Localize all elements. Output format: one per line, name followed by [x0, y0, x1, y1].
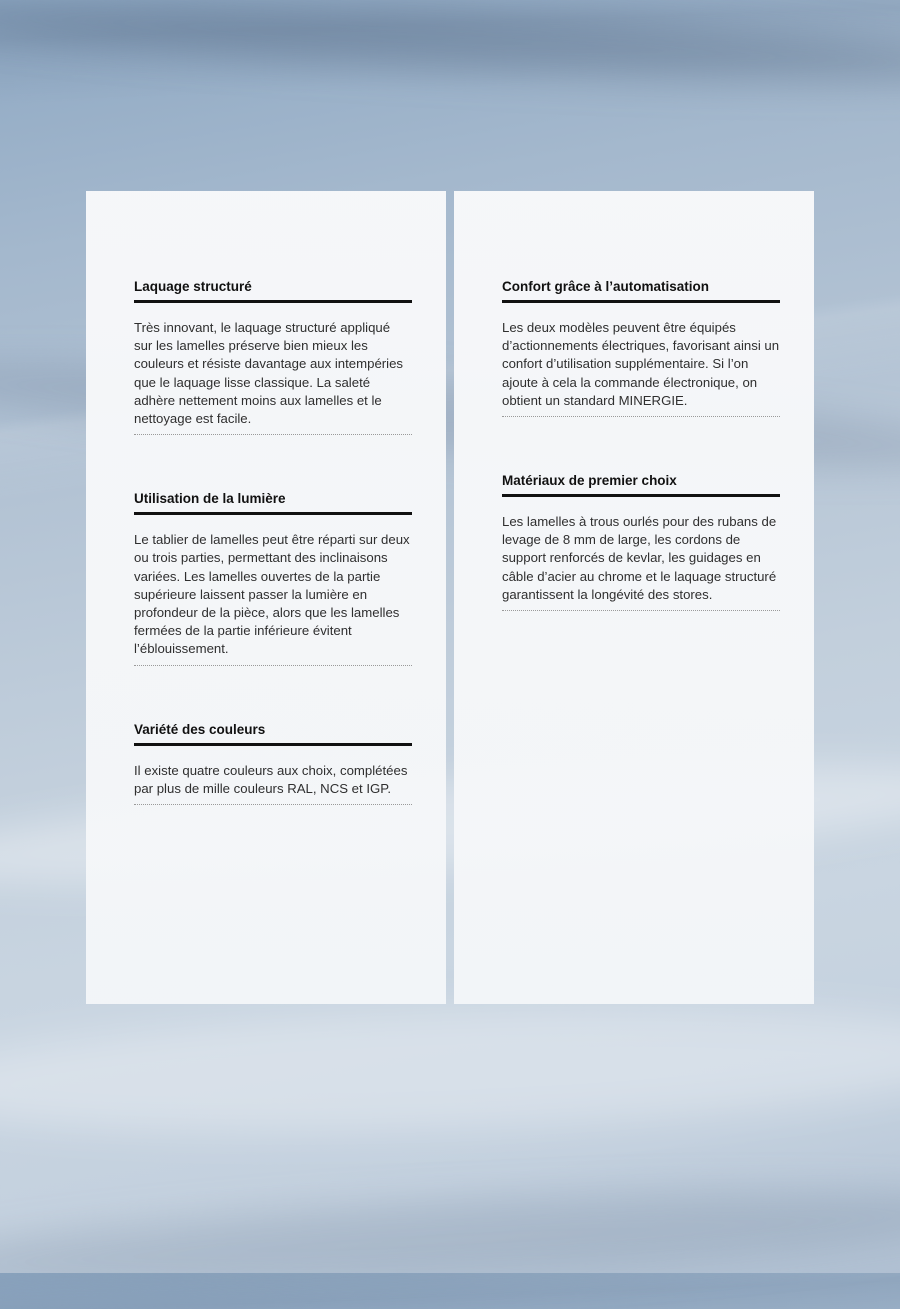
section-materiaux-premier-choix — [502, 473, 780, 611]
right-column — [502, 279, 780, 667]
section-body: Les lamelles à trous ourlés pour des rubans de levage de 8 mm de large, les cordons de support renforcés de kevlar, les guidages en câble d’acier au chrome et le laquage structuré garantissent la longévité des stores. — [502, 513, 780, 611]
section-body: Très innovant, le laquage structuré appliqué sur les lamelles préserve bien mieux les couleurs et résiste davantage aux intempéries que le laquage lisse classique. La saleté adhère nettement moins aux lamelles et le nettoyage est facile. — [134, 319, 412, 435]
section-heading: Variété des couleurs — [134, 722, 412, 746]
right-panel — [454, 191, 814, 1004]
left-panel — [86, 191, 446, 1004]
section-utilisation-lumiere — [134, 491, 412, 665]
section-heading: Utilisation de la lumière — [134, 491, 412, 515]
background-streak — [0, 0, 900, 99]
section-variete-couleurs — [134, 722, 412, 805]
section-body: Le tablier de lamelles peut être réparti sur deux ou trois parties, permettant des inclinaisons variées. Les lamelles ouvertes de la partie supérieure laissent passer la lumière en profondeur de la pièce, alors que les lamelles fermées de la partie inférieure évitent l’éblouissement. — [134, 531, 412, 665]
background-streak — [0, 1171, 900, 1308]
left-column — [134, 279, 412, 861]
background-streak — [0, 991, 900, 1149]
section-laquage-structure — [134, 279, 412, 435]
section-body: Il existe quatre couleurs aux choix, complétées par plus de mille couleurs RAL, NCS et IGP. — [134, 762, 412, 805]
section-body: Les deux modèles peuvent être équipés d’actionnements électriques, favorisant ainsi un confort d’utilisation supplémentaire. Si l’on ajoute à cela la commande électronique, on obtient un standard MINERGIE. — [502, 319, 780, 417]
section-heading: Laquage structuré — [134, 279, 412, 303]
section-heading: Matériaux de premier choix — [502, 473, 780, 497]
section-heading: Confort grâce à l’automatisation — [502, 279, 780, 303]
section-confort-automatisation — [502, 279, 780, 417]
